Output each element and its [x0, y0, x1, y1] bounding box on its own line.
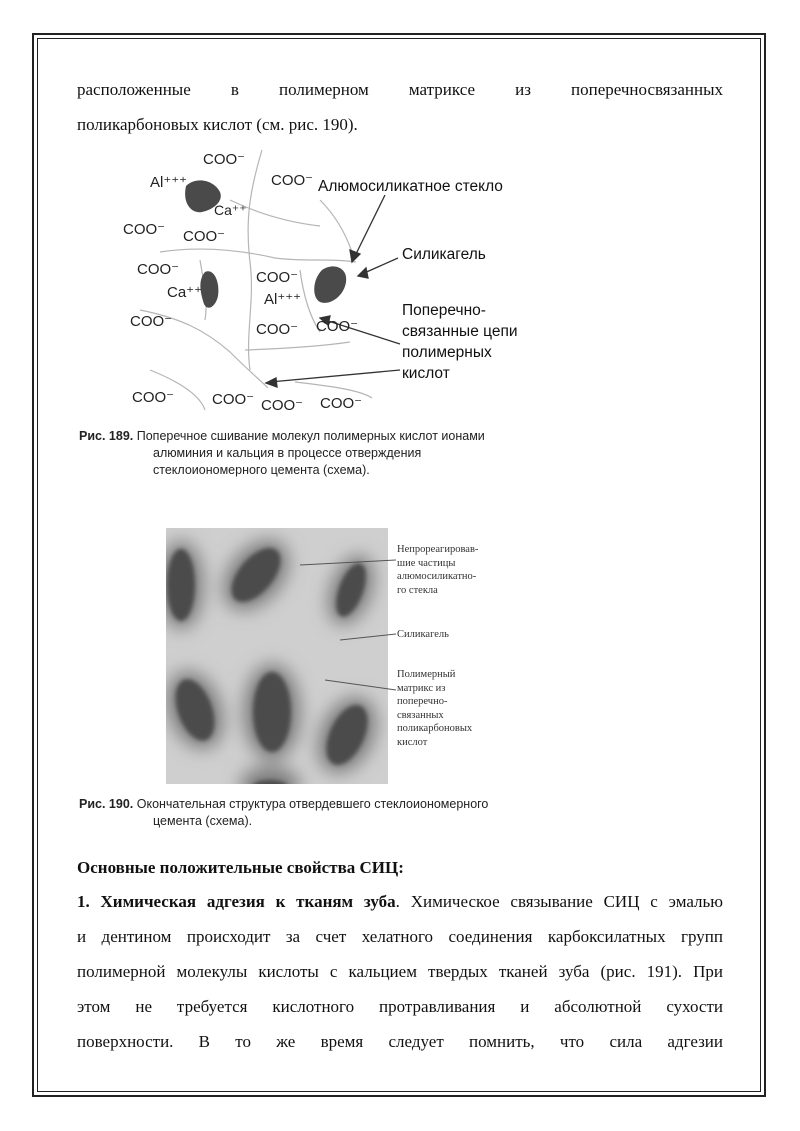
label-line: связанных [397, 709, 444, 721]
label-line: кислот [397, 736, 428, 748]
aluminium-ion: Al⁺⁺⁺ [264, 291, 302, 308]
label-line: поперечно- [397, 696, 448, 707]
word: расположенные [77, 80, 191, 99]
carboxylate-ion: COO⁻ [261, 397, 304, 414]
carboxylate-ion: COO⁻ [320, 395, 363, 412]
label-line: поликарбоновых [397, 723, 473, 734]
label-aluminosilicate-glass: Алюмосиликатное стекло [318, 178, 503, 195]
word: из [515, 80, 531, 99]
figure-190-caption [79, 796, 488, 830]
label-line: шие частицы [397, 557, 456, 569]
caption-line: алюминия и кальция в процессе отверждения [153, 446, 422, 460]
caption-prefix: Рис. 189. [79, 429, 134, 443]
label-line: матрикс из [397, 682, 446, 694]
label-polymer-matrix [397, 668, 472, 749]
carboxylate-ion: COO⁻ [203, 151, 246, 168]
carboxylate-ion: COO⁻ [256, 269, 299, 286]
section-heading: Основные положительные свойства СИЦ: [77, 858, 404, 877]
carboxylate-ion: COO⁻ [137, 261, 180, 278]
label-line: полимерных [402, 344, 492, 361]
item-1-line: поверхности. В то же время следует помнить, что сила адгезии [77, 1032, 723, 1051]
carboxylate-ion: COO⁻ [316, 318, 359, 335]
carboxylate-ion: COO⁻ [123, 221, 166, 238]
carboxylate-ion: COO⁻ [256, 321, 299, 338]
label-silica-gel: Силикагель [397, 629, 449, 640]
carboxylate-ion: COO⁻ [183, 228, 226, 245]
carboxylate-ion: COO⁻ [212, 391, 255, 408]
calcium-ion: Ca⁺⁺ [167, 284, 203, 301]
label-line: Полимерный [397, 669, 456, 680]
label-line: Непрореагировав- [397, 544, 479, 555]
label-line: го стекла [397, 584, 438, 596]
micrograph [157, 528, 388, 803]
caption-prefix: Рис. 190. [79, 797, 134, 811]
item-1-line: полимерной молекулы кислоты с кальцием твердых тканей зуба (рис. 191). При [77, 962, 723, 981]
aluminium-ion: Al⁺⁺⁺ [150, 174, 188, 191]
intro-line-2: поликарбоновых кислот (см. рис. 190). [77, 115, 358, 134]
item-1-paragraph [77, 884, 723, 1059]
caption-line: Окончательная структура отвердевшего стеклоиономерного [136, 797, 489, 811]
caption-line: цемента (схема). [153, 814, 253, 828]
caption-line: Поперечное сшивание молекул полимерных кислот ионами [136, 429, 485, 443]
word: в [230, 80, 239, 99]
carboxylate-ion: COO⁻ [130, 313, 173, 330]
caption-line: стеклоиономерного цемента (схема). [153, 463, 370, 477]
label-line: связанные цепи [402, 323, 518, 340]
item-1-line: этом не требуется кислотного протравливания и абсолютной сухости [77, 997, 723, 1016]
word: матриксе [408, 80, 475, 99]
item-1-line-1 [77, 884, 723, 919]
carboxylate-ion: COO⁻ [132, 389, 175, 406]
label-line: Поперечно- [402, 302, 486, 319]
label-line: алюмосиликатно- [397, 571, 477, 582]
item-1-text: . Химическое связывание СИЦ с эмалью [395, 892, 723, 911]
item-1-line: и дентином происходит за счет хелатного соединения карбоксилатных групп [77, 927, 723, 946]
calcium-ion: Ca⁺⁺ [214, 202, 247, 218]
word: полимерном [278, 80, 369, 99]
label-unreacted-particles [397, 543, 478, 597]
label-silica-gel: Силикагель [402, 246, 486, 263]
word: поперечносвязанных [571, 80, 723, 99]
label-line: кислот [402, 365, 450, 382]
carboxylate-ion: COO⁻ [271, 172, 314, 189]
item-1-title: 1. Химическая адгезия к тканям зуба [77, 892, 396, 911]
